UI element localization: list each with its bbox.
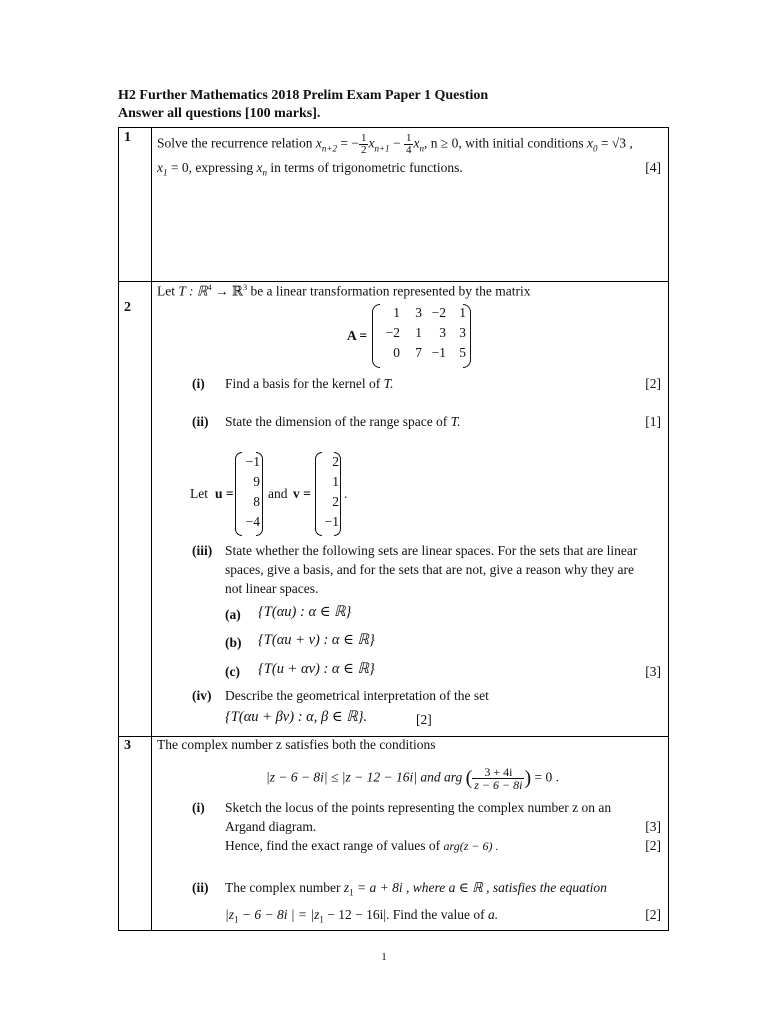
matrix-a-label: A = xyxy=(347,328,368,343)
q2-part-a-label: (a) xyxy=(225,607,241,622)
vector-u-entry: 9 xyxy=(253,474,260,489)
matrix-cell: 5 xyxy=(459,345,466,360)
q3-part-ii-label: (ii) xyxy=(192,880,209,895)
vector-u-label: u = xyxy=(215,486,234,501)
q2-intro xyxy=(157,283,530,300)
q2-set-b: {T(αu + v) : α ∈ ℝ} xyxy=(258,632,375,648)
q3-part-i-label: (i) xyxy=(192,800,205,815)
q3-part-i-line1: Sketch the locus of the points representing the complex number z on an xyxy=(225,800,612,815)
matrix-cell: 1 xyxy=(459,305,466,320)
vector-v xyxy=(317,454,339,530)
q1-lead: Solve the recurrence relation xyxy=(157,135,313,151)
q1-eq: = − xyxy=(337,135,359,151)
q3-ii-eq-a: |z xyxy=(225,907,234,922)
q3-part-ii-line2 xyxy=(225,907,498,925)
q3-part-i-line3-text: Hence, find the exact range of values of xyxy=(225,838,441,853)
q1-xn2: x xyxy=(315,135,322,151)
q3-intro: The complex number z satisfies both the conditions xyxy=(157,737,436,752)
paper-title: H2 Further Mathematics 2018 Prelim Exam Paper 1 Question xyxy=(118,88,489,103)
q1-xn1: x xyxy=(368,135,375,151)
q1-coef2 xyxy=(404,133,414,156)
matrix-a xyxy=(378,305,466,361)
q3-part-i-line2: Argand diagram. xyxy=(225,819,317,834)
q3-cond-right: = 0 . xyxy=(534,769,560,785)
q3-right-paren: ) xyxy=(524,767,532,789)
q3-arg-fraction xyxy=(472,766,524,791)
vector-v-entry: 2 xyxy=(332,494,339,509)
matrix-cell: 7 xyxy=(415,345,422,360)
q1-mark: [4] xyxy=(645,160,661,175)
q2-part-i-body: Find a basis for the kernel of xyxy=(225,376,381,391)
question-number-2: 2 xyxy=(124,300,131,315)
q2-part-ii-label: (ii) xyxy=(192,414,209,429)
q2-part-i-text xyxy=(225,376,393,392)
q3-ii-eq-sub1: 1 xyxy=(233,914,239,925)
q2-let-label: Let xyxy=(190,486,208,501)
q3-left-paren: ( xyxy=(465,767,473,789)
q2-part-b-label: (b) xyxy=(225,635,242,650)
q1-tail: in terms of trigonometric functions. xyxy=(270,160,463,175)
q3-ii-eq-c: − 12 − 16i|. Find the value of xyxy=(323,907,485,922)
q1-x0: x xyxy=(586,135,593,151)
q2-part-ii-body: State the dimension of the range space of xyxy=(225,414,448,429)
q3-ii-z1: z xyxy=(343,880,350,895)
vector-v-label: v = xyxy=(293,486,311,501)
q1-coef1-num: 1 xyxy=(360,132,367,144)
q2-part-iii-mark: [3] xyxy=(645,664,661,679)
question-number-1: 1 xyxy=(124,130,131,145)
q2-part-i-T: T. xyxy=(383,376,394,391)
q2-part-c-label: (c) xyxy=(225,664,240,679)
q3-part-ii-mark: [2] xyxy=(645,907,661,922)
q2-part-iii-label: (iii) xyxy=(192,543,213,558)
q3-ii-eq-b: − 6 − 8i | = |z xyxy=(238,907,320,922)
q2-map: T : ℝ xyxy=(178,283,208,299)
question-number-3: 3 xyxy=(124,738,131,753)
q3-ii-text-b: = a + 8i , where a ∈ ℝ , satisfies the equation xyxy=(353,880,607,895)
q1-coef1-den: 2 xyxy=(360,144,367,156)
q1-line-1 xyxy=(157,133,633,156)
matrix-cell: 0 xyxy=(393,345,400,360)
q2-part-iii-line2: spaces, give a basis, and for the sets that are not, give a reason why they are xyxy=(225,562,634,577)
q2-sup4: 4 xyxy=(207,283,212,292)
vector-v-entry: 1 xyxy=(332,474,339,489)
q2-part-ii-mark: [1] xyxy=(645,414,661,429)
q1-coef2-num: 1 xyxy=(405,132,412,144)
table-column-divider xyxy=(151,127,152,931)
q2-part-ii-text xyxy=(225,414,461,430)
vector-u-entry: −1 xyxy=(245,454,260,469)
q1-x1: x xyxy=(157,160,163,175)
matrix-cell: 3 xyxy=(459,325,466,340)
q3-arg-expression: arg(z − 6) . xyxy=(443,839,499,853)
q1-xn-sub: n xyxy=(419,143,424,154)
q1-x0-sub: 0 xyxy=(592,143,598,154)
q1-minus: − xyxy=(389,135,404,151)
q2-sup3: 3 xyxy=(243,283,248,292)
q1-xn-term: x xyxy=(256,160,263,175)
q1-x1-sub: 1 xyxy=(163,167,168,178)
q3-ii-z1-sub: 1 xyxy=(349,887,354,898)
matrix-cell: −2 xyxy=(431,305,446,320)
paper-instructions: Answer all questions [100 marks]. xyxy=(118,106,321,121)
vector-v-entry: −1 xyxy=(324,514,339,529)
vector-v-entry: 2 xyxy=(332,454,339,469)
matrix-cell: 1 xyxy=(415,325,422,340)
q2-arrow: → ℝ xyxy=(211,283,244,299)
vector-u-entry: 8 xyxy=(253,494,260,509)
q1-x0-val: = √3 , xyxy=(597,135,633,151)
q2-and: and xyxy=(268,486,288,501)
q3-part-i-line3 xyxy=(225,838,499,854)
q2-part-iii-line3: not linear spaces. xyxy=(225,581,319,596)
q2-part-iv-mark: [2] xyxy=(416,712,432,727)
q2-part-i-label: (i) xyxy=(192,376,205,391)
q1-xn1-sub: n+1 xyxy=(374,143,390,154)
q3-ii-a: a. xyxy=(488,907,499,922)
matrix-cell: 3 xyxy=(439,325,446,340)
matrix-cell: 3 xyxy=(415,305,422,320)
vector-v-period: . xyxy=(344,486,348,501)
q3-part-ii-line1 xyxy=(225,880,607,898)
q1-initial: , with initial conditions xyxy=(458,135,584,151)
q2-set-c: {T(u + αv) : α ∈ ℝ} xyxy=(258,661,375,677)
q3-arg-num: 3 + 4i xyxy=(472,766,524,779)
matrix-cell: 1 xyxy=(393,305,400,320)
row-divider-1 xyxy=(118,281,669,282)
q2-set-iv: {T(αu + βv) : α, β ∈ ℝ}. xyxy=(225,709,368,725)
q3-ii-eq-sub2: 1 xyxy=(319,914,324,925)
q2-part-iii-line1: State whether the following sets are linear spaces. For the sets that are linear xyxy=(225,543,638,558)
q2-part-ii-T: T. xyxy=(450,414,461,429)
q3-ii-text-a: The complex number xyxy=(225,880,341,895)
q2-intro-text: be a linear transformation represented by the matrix xyxy=(250,283,531,299)
q2-part-iv-text: Describe the geometrical interpretation of the set xyxy=(225,688,489,703)
q3-arg-den: z − 6 − 8i xyxy=(474,778,523,792)
q3-cond-left: |z − 6 − 8i| ≤ |z − 12 − 16i| and arg xyxy=(266,769,463,785)
q3-part-i-mark1: [3] xyxy=(645,819,661,834)
q2-let: Let xyxy=(157,283,175,299)
q2-part-iv-label: (iv) xyxy=(192,688,212,703)
page-number: 1 xyxy=(381,951,387,963)
q1-xn-term-sub: n xyxy=(262,167,267,178)
q1-xn2-sub: n+2 xyxy=(321,143,337,154)
q1-coef2-den: 4 xyxy=(405,144,412,156)
vector-u-entry: −4 xyxy=(245,514,260,529)
q1-xn: x xyxy=(413,135,420,151)
q2-part-i-mark: [2] xyxy=(645,376,661,391)
vector-u xyxy=(238,454,260,530)
q3-conditions xyxy=(266,766,559,791)
matrix-cell: −1 xyxy=(431,345,446,360)
q1-condition: , n ≥ 0 xyxy=(423,135,459,151)
q3-part-i-mark2: [2] xyxy=(645,838,661,853)
q1-x1-val: = 0, expressing xyxy=(167,160,254,175)
q2-set-a: {T(αu) : α ∈ ℝ} xyxy=(258,604,352,620)
q1-line-2 xyxy=(157,160,463,178)
matrix-cell: −2 xyxy=(385,325,400,340)
